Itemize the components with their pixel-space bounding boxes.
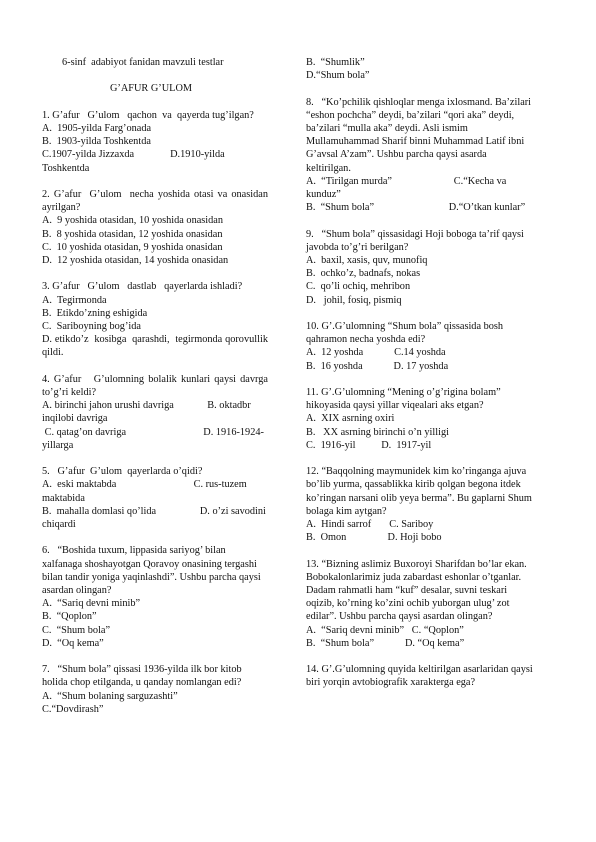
paragraph-gap [42,175,268,188]
text-line: 6. “Boshida tuxum, lippasida sariyog’ bilan xalfanaga shoshayotgan Qoravoy onasining tergashi bilan tandir yoniga yaqinlashdi”. Ushbu parcha qaysi asardan olingan? [42,545,264,597]
text-line: 5. G’afur G’ulom qayerlarda o’qidi? [42,466,203,478]
text-line: A. 12 yoshda C.14 yoshda [306,347,446,359]
paragraph-gap [306,82,534,95]
right-column [306,56,534,690]
paragraph-gap [42,531,268,544]
text-line: B. XX asrning birinchi o’n yilligi [306,426,449,438]
text-line: 13. “Bizning aslimiz Buxoroyi Sharifdan bo’lar ekan. Bobokalonlarimiz juda zabardast eshonlar o’tganlar. Dadam rahmatli ham “kuf” desalar, suvni teskari oqizib, ko’rning ko’zini ochib yuborgan ulug’ zot edilar”. Ushbu parcha qaysi asardan olingan? [306,558,530,623]
left-column [42,56,271,716]
text-line: C. “Shum bola” [42,624,111,636]
text-line: 12. “Baqqolning maymunidek kim ko’ringanga ajuva bo’lib yurma, qassablikka kirib qolgan begona itdek ko’ringan narsani olib yeya berma”. Bu gaplarni Shum bolaga kim aytgan? [306,466,535,517]
text-line: 14. G’.G’ulomning quyida keltirilgan asarlaridan qaysi biri yorqin avtobiografik xarakterga ega? [306,664,536,689]
paragraph-gap [42,452,268,465]
text-line: A. “Sariq devni minib” [42,598,141,610]
text-line: A. baxil, xasis, quv, munofiq [306,255,428,267]
paragraph-gap [306,452,534,465]
text-line: 4. G’afur G’ulomning bolalik kunlari qaysi davrga to’g’ri keldi? [42,373,271,398]
text-line: B. “Shum bola” D.“O’tkan kunlar” [306,202,526,214]
text-line: 1. G’afur G’ulom qachon va qayerda tug’ilgan? [42,109,254,121]
text-line: A. Tegirmonda [42,294,107,306]
text-line: 8. “Ko’pchilik qishloqlar menga ixlosmand. Ba’zilari “eshon pochcha” deydi, ba’zilari “qori aka” deydi, ba’zilari “mulla aka” deydi. Asli ismim Mullamuhammad Sharif binni Muhammad Latif ibni G’avsal A’zam”. Ushbu parcha qaysi asarda keltirilgan. [306,96,534,174]
text-line: A. eski maktabda C. rus-tuzem maktabida [42,479,250,504]
text-line: B. 8 yoshida otasidan, 12 yoshida onasidan [42,228,223,240]
text-line: C. qatag’on davriga D. 1916-1924-yillarga [42,426,264,451]
text-line: B. “Shumlik” [306,57,365,68]
text-line: C.1907-yilda Jizzaxda D.1910-yilda Toshkentda [42,149,228,174]
text-line: B. mahalla domlasi qo’lida D. o’zi savodini chiqardi [42,505,269,531]
paragraph-gap [42,69,268,82]
paragraph-gap [306,307,534,320]
paragraph-gap [306,214,534,227]
text-line: B. “Qoplon” [42,611,97,623]
text-line: B. Omon D. Hoji bobo [306,532,442,544]
paragraph-gap [42,360,268,373]
text-line: D. etikdo’z kosibga qarashdi, tegirmonda qorovullik qildi. [42,334,271,359]
text-line: C.“Dovdirash” [42,703,104,715]
text-line: A. Hindi sarrof C. Sariboy [306,519,434,531]
text-line: B. Etikdo’zning eshigida [42,307,148,319]
text-line: C. qo’li ochiq, mehribon [306,281,411,293]
paragraph-gap [42,267,268,280]
text-line: D. 12 yoshida otasidan, 14 yoshida onasidan [42,255,229,266]
text-line: A. birinchi jahon urushi davriga B. oktadbr inqilobi davriga [42,400,254,425]
paragraph-gap [42,96,268,109]
text-line: 10. G’.G’ulomning “Shum bola” qissasida bosh qahramon necha yoshda edi? [306,321,506,346]
text-line: B. ochko’z, badnafs, nokas [306,268,421,280]
paragraph-gap [42,650,268,663]
text-line: A. “Sariq devni minib” C. “Qoplon” [306,624,464,636]
paragraph-gap [306,373,534,386]
text-line: C. Sariboyning bog’ida [42,321,141,332]
text-line: A. “Shum bolaning sarguzashti” [42,690,178,702]
paragraph-gap [306,544,534,557]
text-line: 3. G’afur G’ulom dastlab qayerlarda ishladi? [42,281,243,293]
text-line: D.“Shum bola” [306,70,370,82]
text-line: A. 9 yoshida otasidan, 10 yoshida onasidan [42,215,224,227]
text-line: C. 1916-yil D. 1917-yil [306,439,432,451]
text-line: C. 10 yoshida otasidan, 9 yoshida onasidan [42,241,223,253]
text-line: B. 1903-yilda Toshkentda [42,136,151,148]
text-line: 11. G’.G’ulomning “Mening o’g’rigina bolam” hikoyasida qaysi yillar viqealari aks etgan? [306,387,504,412]
text-line: 2. G’afur G’ulom necha yoshida otasi va onasidan ayrilgan? [42,188,271,214]
text-line: D. “Oq kema” [42,637,104,649]
text-line: A. 1905-yilda Farg’onada [42,122,152,134]
paragraph-gap [306,650,534,663]
text-line: 6-sinf adabiyot fanidan mavzuli testlar [62,57,224,68]
text-line: G’AFUR G’ULOM [109,83,193,95]
text-line: 7. “Shum bola” qissasi 1936-yilda ilk bor kitob holida chop etilganda, u qanday nomlangan edi? [42,664,245,689]
text-line: A. “Tirilgan murda” C.“Kecha va kunduz” [306,175,509,201]
text-line: D. johil, fosiq, pismiq [306,294,402,306]
text-line: B. “Shum bola” D. “Oq kema” [306,637,465,649]
text-line: B. 16 yoshda D. 17 yoshda [306,360,449,372]
text-line: 9. “Shum bola” qissasidagi Hoji boboga ta’rif qaysi javobda to’g’ri berilgan? [306,228,527,253]
text-line: A. XIX asrning oxiri [306,413,395,425]
